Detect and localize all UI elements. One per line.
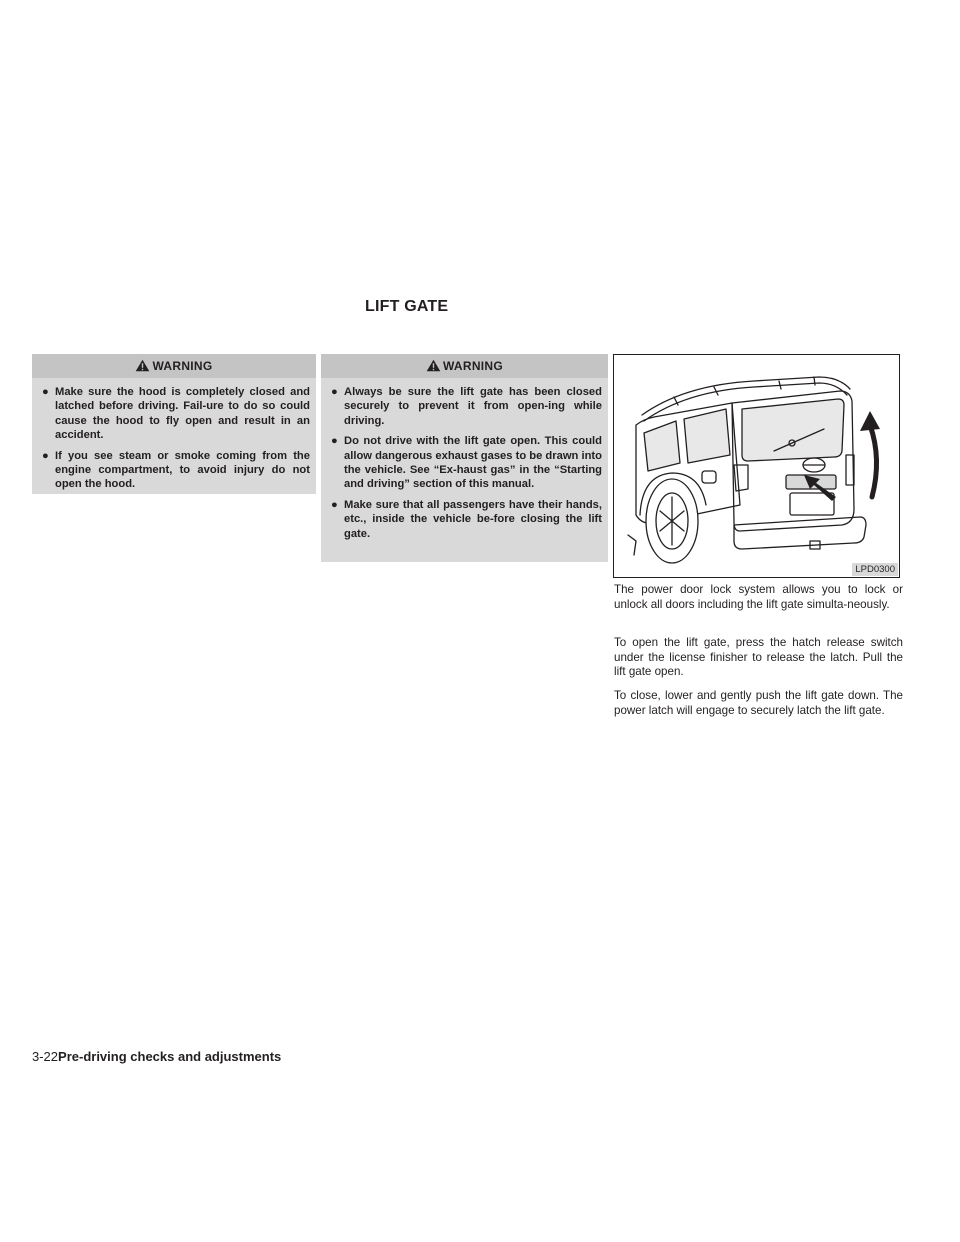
warning-item-text: Make sure the hood is completely closed and latched before driving. Fail-ure to do so could cause the hood to fly open and result in an accident. [55, 386, 310, 442]
bullet: ● [331, 498, 338, 511]
paragraph: To close, lower and gently push the lift gate down. The power latch will engage to securely latch the lift gate. [614, 689, 903, 717]
bullet: ● [42, 386, 49, 398]
warning-header [32, 354, 316, 378]
warning-item-text: Always be sure the lift gate has been closed securely to prevent it from open-ing while driving. [344, 386, 602, 427]
figure-label: LPD0300 [852, 563, 898, 576]
warning-box-lift-gate [321, 354, 608, 562]
bullet: ● [331, 435, 338, 448]
page-footer [32, 1049, 281, 1064]
warning-item [42, 385, 310, 443]
lift-gate-illustration [613, 354, 900, 578]
chapter-title: Pre-driving checks and adjustments [58, 1049, 282, 1064]
warning-triangle-icon [426, 359, 441, 372]
bullet: ● [42, 449, 49, 462]
warning-item-text: Do not drive with the lift gate open. This could allow dangerous exhaust gases to be drawn into the vehicle. See “Ex-haust gas” in the “Starting and driving” section of this manual. [344, 435, 602, 491]
suv-rear-drawing [614, 355, 900, 578]
page-number: 3-22 [32, 1049, 59, 1064]
section-title: LIFT GATE [365, 298, 449, 315]
warning-item-text: Make sure that all passengers have their hands, etc., inside the vehicle be-fore closing the lift gate. [344, 498, 602, 540]
warning-triangle-icon [135, 359, 150, 372]
warning-item [331, 434, 602, 492]
warning-header [321, 354, 608, 378]
paragraph: The power door lock system allows you to lock or unlock all doors including the lift gate simulta-neously. [614, 583, 903, 611]
warning-box-hood [32, 354, 316, 494]
warning-item [331, 498, 602, 541]
warning-header-label: WARNING [152, 359, 213, 373]
paragraph: To open the lift gate, press the hatch release switch under the license finisher to release the latch. Pull the lift gate open. [614, 636, 903, 679]
warning-item [42, 449, 310, 492]
warning-item-text: If you see steam or smoke coming from the engine compartment, to avoid injury do not open the hood. [55, 449, 310, 491]
bullet: ● [331, 386, 338, 398]
warning-header-label: WARNING [442, 359, 504, 373]
warning-item [331, 385, 602, 428]
